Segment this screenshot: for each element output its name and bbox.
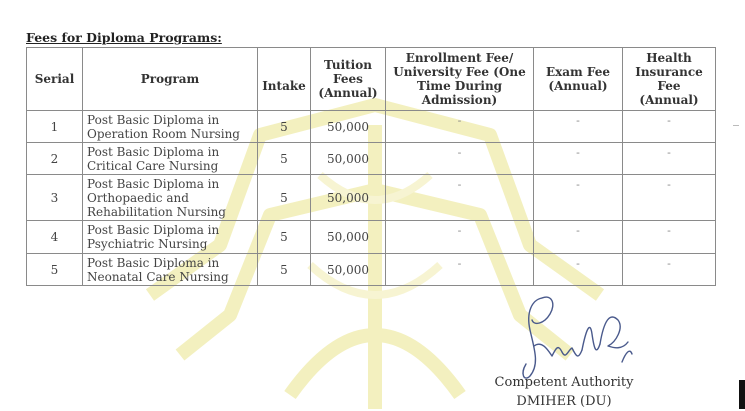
cell-program: Post Basic Diploma in Operation Room Nursing: [83, 111, 258, 143]
scan-artifact: [733, 125, 739, 126]
table-header-row: [27, 48, 716, 111]
cell-exam: -: [534, 221, 623, 254]
cell-serial: 3: [27, 175, 83, 221]
signatory-block: [488, 373, 640, 411]
handwritten-signature: [512, 290, 642, 380]
cell-serial: 4: [27, 221, 83, 254]
col-header-enrollment: Enrollment Fee/ University Fee (One Time During Admission): [386, 48, 534, 111]
cell-exam: -: [534, 143, 623, 175]
cell-intake: 5: [258, 175, 311, 221]
cell-tuition: 50,000: [311, 221, 386, 254]
cell-intake: 5: [258, 111, 311, 143]
table-row: [27, 175, 716, 221]
signatory-title: Competent Authority: [494, 375, 634, 390]
cell-intake: 5: [258, 221, 311, 254]
col-header-exam: Exam Fee (Annual): [534, 48, 623, 111]
cell-health: -: [623, 111, 716, 143]
cell-health: -: [623, 175, 716, 221]
table-row: [27, 221, 716, 254]
col-header-health: Health Insurance Fee (Annual): [623, 48, 716, 111]
table-row: [27, 111, 716, 143]
cell-tuition: 50,000: [311, 175, 386, 221]
cell-program: Post Basic Diploma in Neonatal Care Nursing: [83, 254, 258, 286]
cell-enrollment: -: [386, 254, 534, 286]
cell-program: Post Basic Diploma in Orthopaedic and Rehabilitation Nursing: [83, 175, 258, 221]
cell-serial: 1: [27, 111, 83, 143]
col-header-intake: Intake: [258, 48, 311, 111]
section-heading: Fees for Diploma Programs:: [26, 30, 222, 45]
cell-intake: 5: [258, 143, 311, 175]
cell-program: Post Basic Diploma in Critical Care Nursing: [83, 143, 258, 175]
col-header-serial: Serial: [27, 48, 83, 111]
scan-edge-artifact: [739, 380, 745, 409]
cell-health: -: [623, 143, 716, 175]
cell-tuition: 50,000: [311, 111, 386, 143]
cell-intake: 5: [258, 254, 311, 286]
cell-health: -: [623, 221, 716, 254]
cell-enrollment: -: [386, 111, 534, 143]
table-row: [27, 254, 716, 286]
cell-exam: -: [534, 111, 623, 143]
signatory-organization: DMIHER (DU): [516, 394, 612, 409]
cell-serial: 5: [27, 254, 83, 286]
cell-enrollment: -: [386, 175, 534, 221]
cell-enrollment: -: [386, 143, 534, 175]
cell-health: -: [623, 254, 716, 286]
col-header-program: Program: [83, 48, 258, 111]
table-row: [27, 143, 716, 175]
cell-tuition: 50,000: [311, 254, 386, 286]
cell-exam: -: [534, 175, 623, 221]
cell-serial: 2: [27, 143, 83, 175]
cell-tuition: 50,000: [311, 143, 386, 175]
cell-exam: -: [534, 254, 623, 286]
col-header-tuition: Tuition Fees (Annual): [311, 48, 386, 111]
cell-enrollment: -: [386, 221, 534, 254]
cell-program: Post Basic Diploma in Psychiatric Nursing: [83, 221, 258, 254]
fees-table: [26, 47, 716, 286]
